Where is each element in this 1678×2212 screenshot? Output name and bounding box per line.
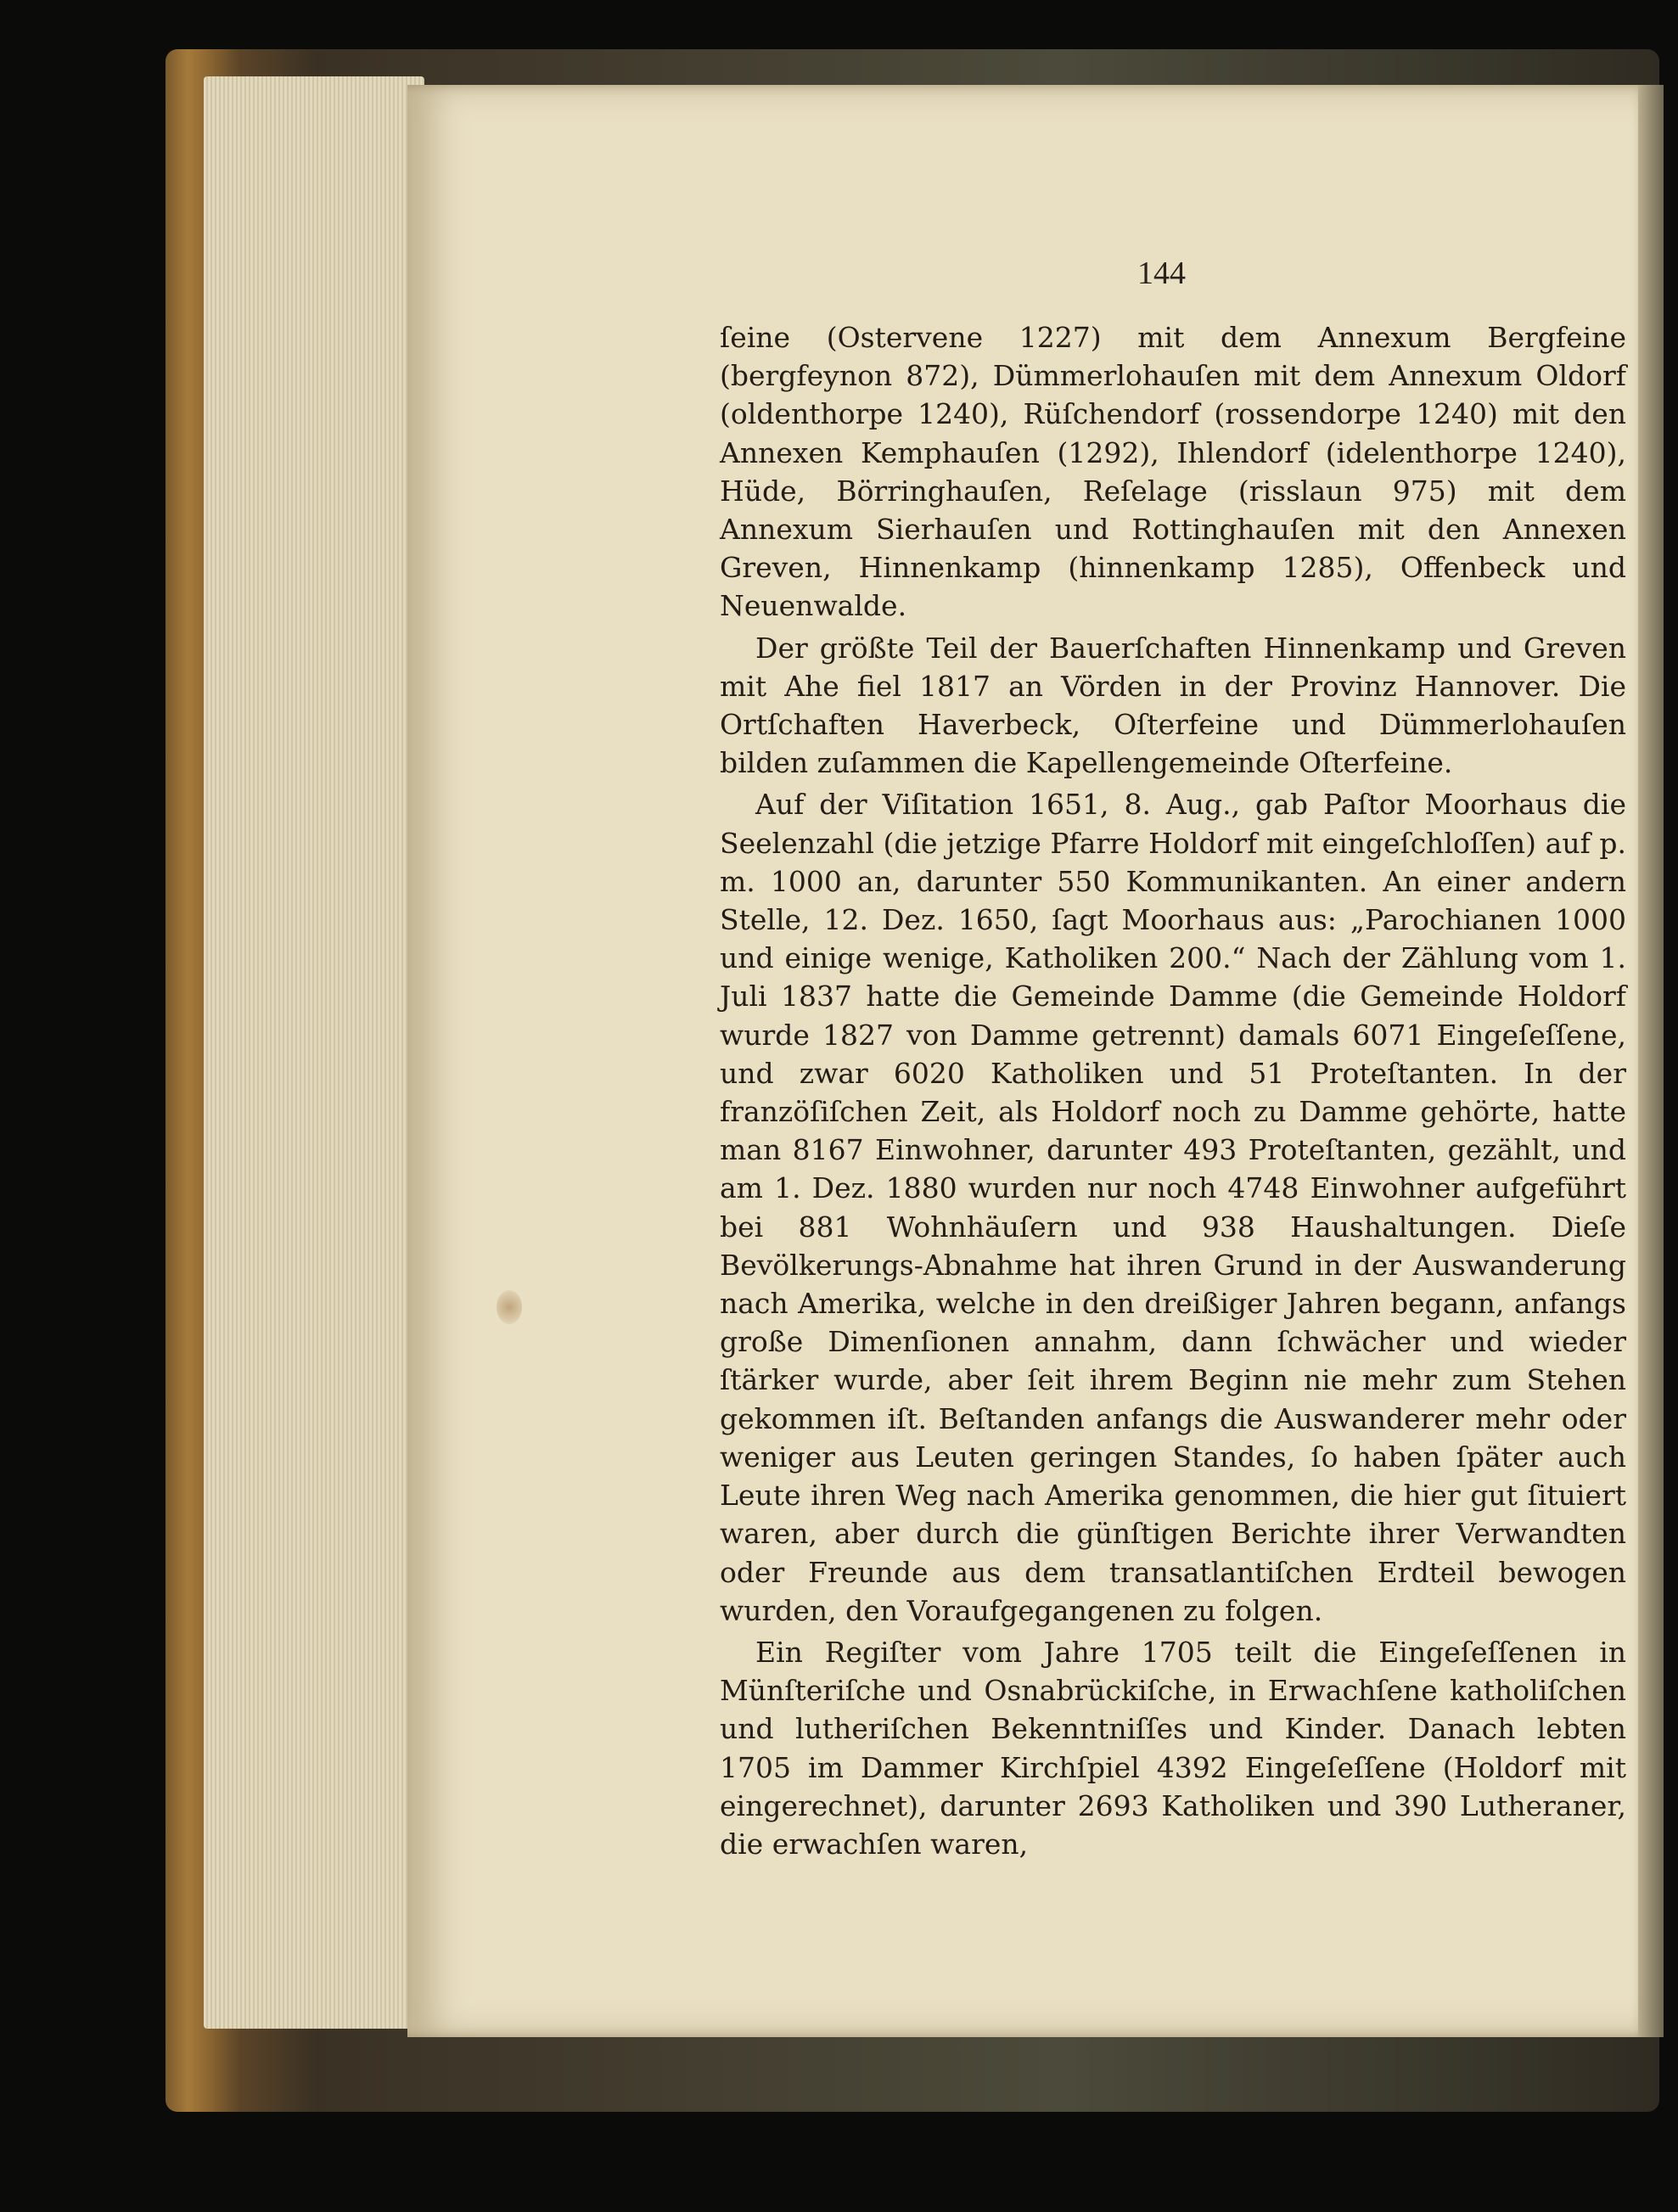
paragraph-4: Ein Regiſter vom Jahre 1705 teilt die Eingeſeſſenen in Münſteriſche und Osnabrückiſche, in Erwachſene katholiſchen und lutheriſchen Bekenntniſſes und Kinder. Danach lebten 1705 im Dammer Kirchſpiel 4392 Eingeſeſſene (Holdorf mit eingerechnet), darunter 2693 Katholiken und 390 Lutheraner, die erwachſen waren,: [720, 1635, 1626, 1861]
paper-stain: [497, 1290, 522, 1324]
body-text: [720, 318, 1626, 1867]
paragraph-2: Der größte Teil der Bauerſchaften Hinnenkamp und Greven mit Ahe fiel 1817 an Vörden in der Provinz Hannover. Die Ortſchaften Haverbeck, Oſterfeine und Dümmerlohauſen bilden zuſammen die Kapellengemeinde Oſterfeine.: [720, 631, 1626, 780]
paragraph-3: Auf der Viſitation 1651, 8. Aug., gab Paſtor Moorhaus die Seelenzahl (die jetzige Pfarre Holdorf mit eingeſchloſſen) auf p. m. 1000 an, darunter 550 Kommunikanten. An einer andern Stelle, 12. Dez. 1650, ſagt Moorhaus aus: „Parochianen 1000 und einige wenige, Katholiken 200.“ Nach der Zählung vom 1. Juli 1837 hatte die Gemeinde Damme (die Gemeinde Holdorf wurde 1827 von Damme getrennt) damals 6071 Eingeſeſſene, und zwar 6020 Katholiken und 51 Proteſtanten. In der franzöſiſchen Zeit, als Holdorf noch zu Damme gehörte, hatte man 8167 Einwohner, darunter 493 Proteſtanten, gezählt, und am 1. Dez. 1880 wurden nur noch 4748 Einwohner aufgeführt bei 881 Wohnhäuſern und 938 Haushaltungen. Dieſe Bevölkerungs-Abnahme hat ihren Grund in der Auswanderung nach Amerika, welche in den dreißiger Jahren begann, anfangs große Dimenſionen annahm, dann ſchwächer und wieder ſtärker wurde, aber ſeit ihrem Beginn nie mehr zum Stehen gekommen iſt. Beſtanden anfangs die Auswanderer mehr oder weniger aus Leuten geringen Standes, ſo haben ſpäter auch Leute ihren Weg nach Amerika genommen, die hier gut ſituiert waren, aber durch die günſtigen Berichte ihrer Verwandten oder Freunde aus dem transatlantiſchen Erdteil bewogen wurden, den Voraufgegangenen zu folgen.: [720, 788, 1626, 1627]
page-number: 144: [1137, 255, 1186, 291]
page-edges: [204, 76, 424, 2029]
page-fold: [1638, 85, 1664, 2037]
paragraph-1: ſeine (Ostervene 1227) mit dem Annexum Bergfeine (bergfeynon 872), Dümmerlohauſen mit dem Annexum Oldorf (oldenthorpe 1240), Rüſchendorf (rossendorpe 1240) mit den Annexen Kemphauſen (1292), Ihlendorf (idelenthorpe 1240), Hüde, Börringhauſen, Reſelage (risslaun 975) mit dem Annexum Sierhauſen und Rottinghauſen mit den Annexen Greven, Hinnenkamp (hinnenkamp 1285), Offenbeck und Neuenwalde.: [720, 321, 1626, 623]
